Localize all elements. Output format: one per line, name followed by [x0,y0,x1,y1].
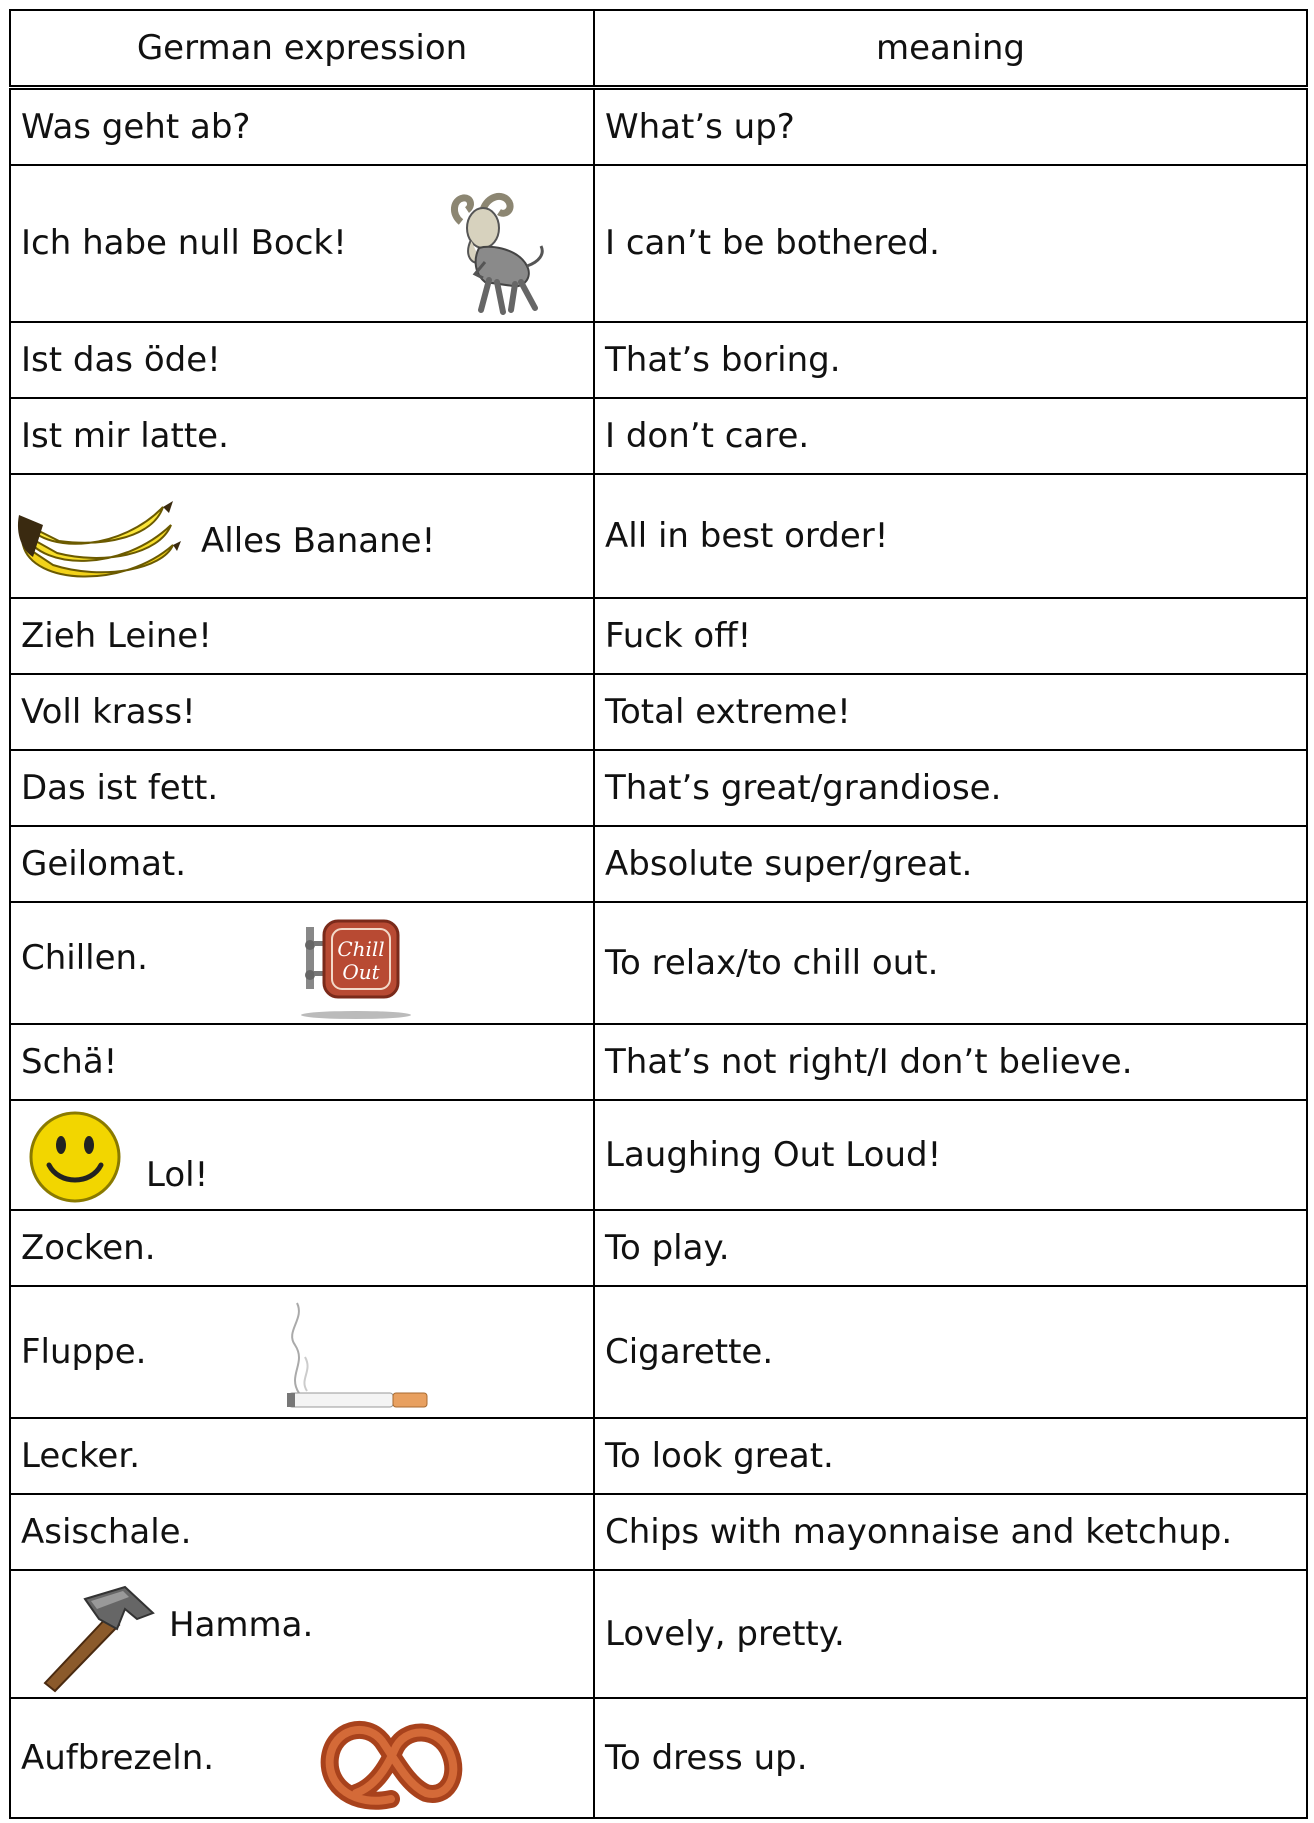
meaning-text: I can’t be bothered. [605,223,940,263]
german-text: Asischale. [21,1511,192,1552]
german-cell [10,398,594,474]
meaning-cell [594,1570,1307,1698]
meaning-text: Chips with mayonnaise and ketchup. [605,1511,1233,1552]
meaning-text: To look great. [605,1435,834,1476]
table-row [10,88,1307,165]
german-text: Alles Banane! [201,520,436,561]
meaning-text: Total extreme! [605,691,851,732]
meaning-cell [594,1210,1307,1286]
header-meaning: meaning [594,10,1307,88]
german-cell [10,598,594,674]
meaning-cell [594,1286,1307,1418]
table-row [10,1024,1307,1100]
meaning-cell [594,474,1307,598]
german-cell [10,1570,594,1698]
table-row [10,1286,1307,1418]
german-text: Ich habe null Bock! [21,223,347,263]
table-row [10,398,1307,474]
german-cell [10,1418,594,1494]
german-cell [10,674,594,750]
german-cell [10,1494,594,1570]
german-cell [10,1100,594,1210]
german-cell [10,474,594,598]
meaning-cell [594,1418,1307,1494]
svg-text:Chill: Chill [337,936,385,961]
meaning-cell [594,674,1307,750]
slang-table [9,9,1308,1819]
chill-out-sign-icon [296,911,416,1021]
german-cell [10,1698,594,1818]
table-row [10,674,1307,750]
table-row [10,1570,1307,1698]
german-text: Aufbrezeln. [21,1737,215,1778]
german-text: Zieh Leine! [21,615,212,656]
goat-icon [423,170,558,320]
meaning-text: All in best order! [605,515,889,556]
meaning-cell [594,88,1307,165]
cigarette-icon [271,1293,431,1413]
german-text: Schä! [21,1041,118,1082]
german-cell [10,88,594,165]
german-text: Geilomat. [21,843,187,884]
table-row [10,1100,1307,1210]
banana-icon [13,485,183,595]
german-cell [10,1024,594,1100]
german-text: Das ist fett. [21,767,219,808]
table-row [10,1418,1307,1494]
meaning-text: To relax/to chill out. [605,942,939,983]
meaning-cell [594,165,1307,322]
german-text: Chillen. [21,937,148,978]
table-row [10,826,1307,902]
meaning-text: Laughing Out Loud! [605,1134,942,1175]
meaning-cell [594,1698,1307,1818]
german-text: Lecker. [21,1435,141,1476]
meaning-cell [594,750,1307,826]
meaning-text: That’s not right/I don’t believe. [605,1041,1133,1082]
meaning-text: Fuck off! [605,615,752,656]
meaning-cell [594,826,1307,902]
meaning-cell [594,398,1307,474]
german-text: Ist mir latte. [21,415,229,456]
smiley-icon [25,1107,125,1207]
german-text: Zocken. [21,1227,156,1268]
table-row [10,1210,1307,1286]
german-cell [10,1210,594,1286]
german-cell [10,750,594,826]
meaning-text: Lovely, pretty. [605,1613,845,1654]
german-text: Fluppe. [21,1331,147,1372]
table-row [10,165,1307,322]
meaning-cell [594,322,1307,398]
table-row [10,1698,1307,1818]
german-text: Ist das öde! [21,339,221,380]
german-cell [10,1286,594,1418]
meaning-text: That’s boring. [605,339,841,380]
meaning-text: To play. [605,1227,730,1268]
german-cell [10,322,594,398]
table-row [10,902,1307,1024]
meaning-cell [594,1100,1307,1210]
table-row [10,322,1307,398]
meaning-cell [594,598,1307,674]
german-text: Voll krass! [21,691,196,732]
meaning-text: That’s great/grandiose. [605,767,1002,808]
hammer-icon [25,1579,155,1697]
meaning-text: I don’t care. [605,415,810,456]
german-text: Lol! [146,1154,209,1195]
table-header-row [10,10,1307,88]
meaning-cell [594,1494,1307,1570]
pretzel-icon [316,1707,466,1813]
german-text: Was geht ab? [21,106,251,147]
table-row [10,598,1307,674]
svg-text:Out: Out [342,959,380,984]
meaning-cell [594,1024,1307,1100]
header-german: German expression [10,10,594,88]
meaning-cell [594,902,1307,1024]
german-text: Hamma. [169,1604,314,1645]
table-row [10,750,1307,826]
german-cell [10,165,594,322]
german-cell [10,902,594,1024]
meaning-text: Absolute super/great. [605,843,973,884]
meaning-text: Cigarette. [605,1331,774,1372]
meaning-text: What’s up? [605,106,795,147]
meaning-text: To dress up. [605,1737,808,1778]
german-cell [10,826,594,902]
table-row [10,1494,1307,1570]
table-row [10,474,1307,598]
